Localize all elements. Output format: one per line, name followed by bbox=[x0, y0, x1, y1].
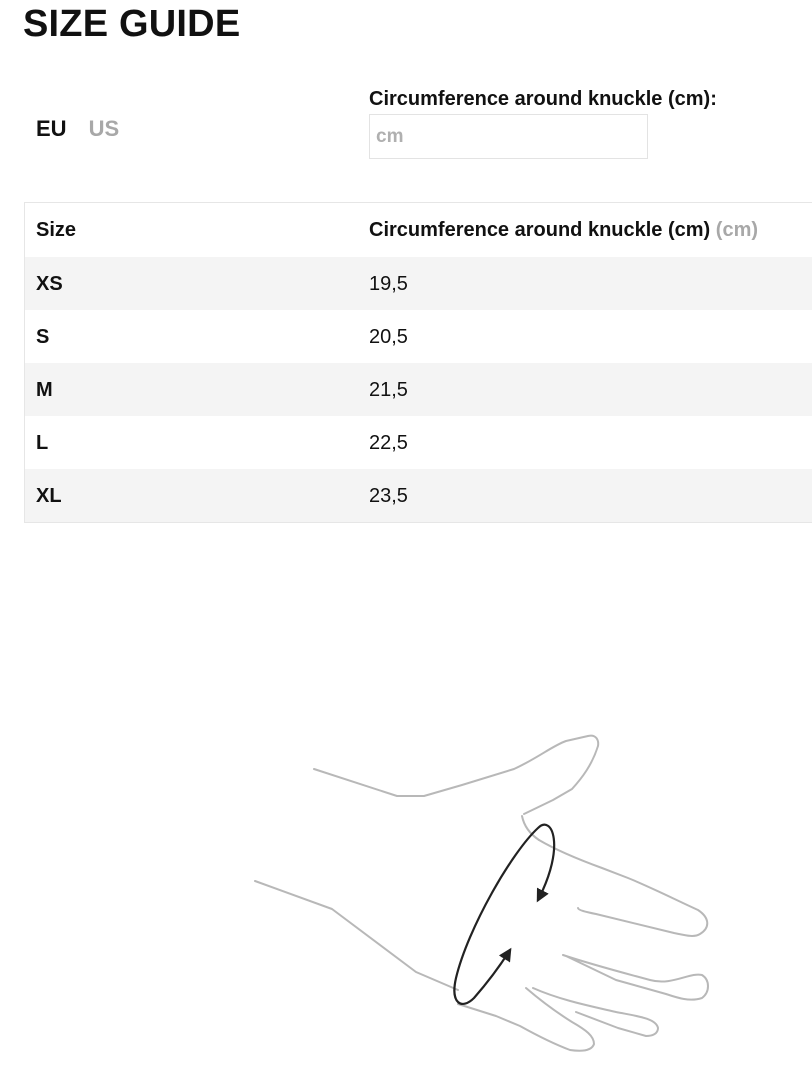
measure-cell: 21,5 bbox=[369, 378, 408, 401]
size-cell: M bbox=[36, 378, 53, 401]
knuckle-circumference-input[interactable] bbox=[369, 114, 648, 159]
measure-cell: 22,5 bbox=[369, 431, 408, 454]
table-row bbox=[25, 257, 812, 310]
header-unit-hint: (cm) bbox=[715, 219, 759, 241]
measure-cell: 19,5 bbox=[369, 272, 408, 295]
size-table bbox=[24, 202, 812, 523]
unit-option-eu[interactable]: EU bbox=[36, 116, 67, 141]
measure-cell: 20,5 bbox=[369, 325, 408, 348]
size-cell: S bbox=[36, 325, 50, 348]
header-measure bbox=[358, 218, 812, 242]
size-cell: XS bbox=[36, 272, 63, 295]
hand-outline bbox=[255, 736, 708, 1051]
size-cell: XL bbox=[36, 484, 62, 507]
page-title: SIZE GUIDE bbox=[23, 3, 241, 45]
unit-toggle bbox=[36, 116, 119, 142]
table-row bbox=[25, 416, 812, 469]
table-header-row bbox=[25, 203, 812, 257]
header-measure-label: Circumference around knuckle (cm) bbox=[369, 219, 711, 241]
size-cell: L bbox=[36, 431, 49, 454]
header-size: Size bbox=[36, 219, 77, 241]
measure-label: Circumference around knuckle (cm): bbox=[369, 88, 717, 110]
table-row bbox=[25, 310, 812, 363]
table-row bbox=[25, 363, 812, 416]
table-row bbox=[25, 469, 812, 522]
unit-option-us[interactable]: US bbox=[88, 116, 120, 141]
measure-cell: 23,5 bbox=[369, 484, 408, 507]
measuring-tape-loop bbox=[454, 825, 554, 1004]
